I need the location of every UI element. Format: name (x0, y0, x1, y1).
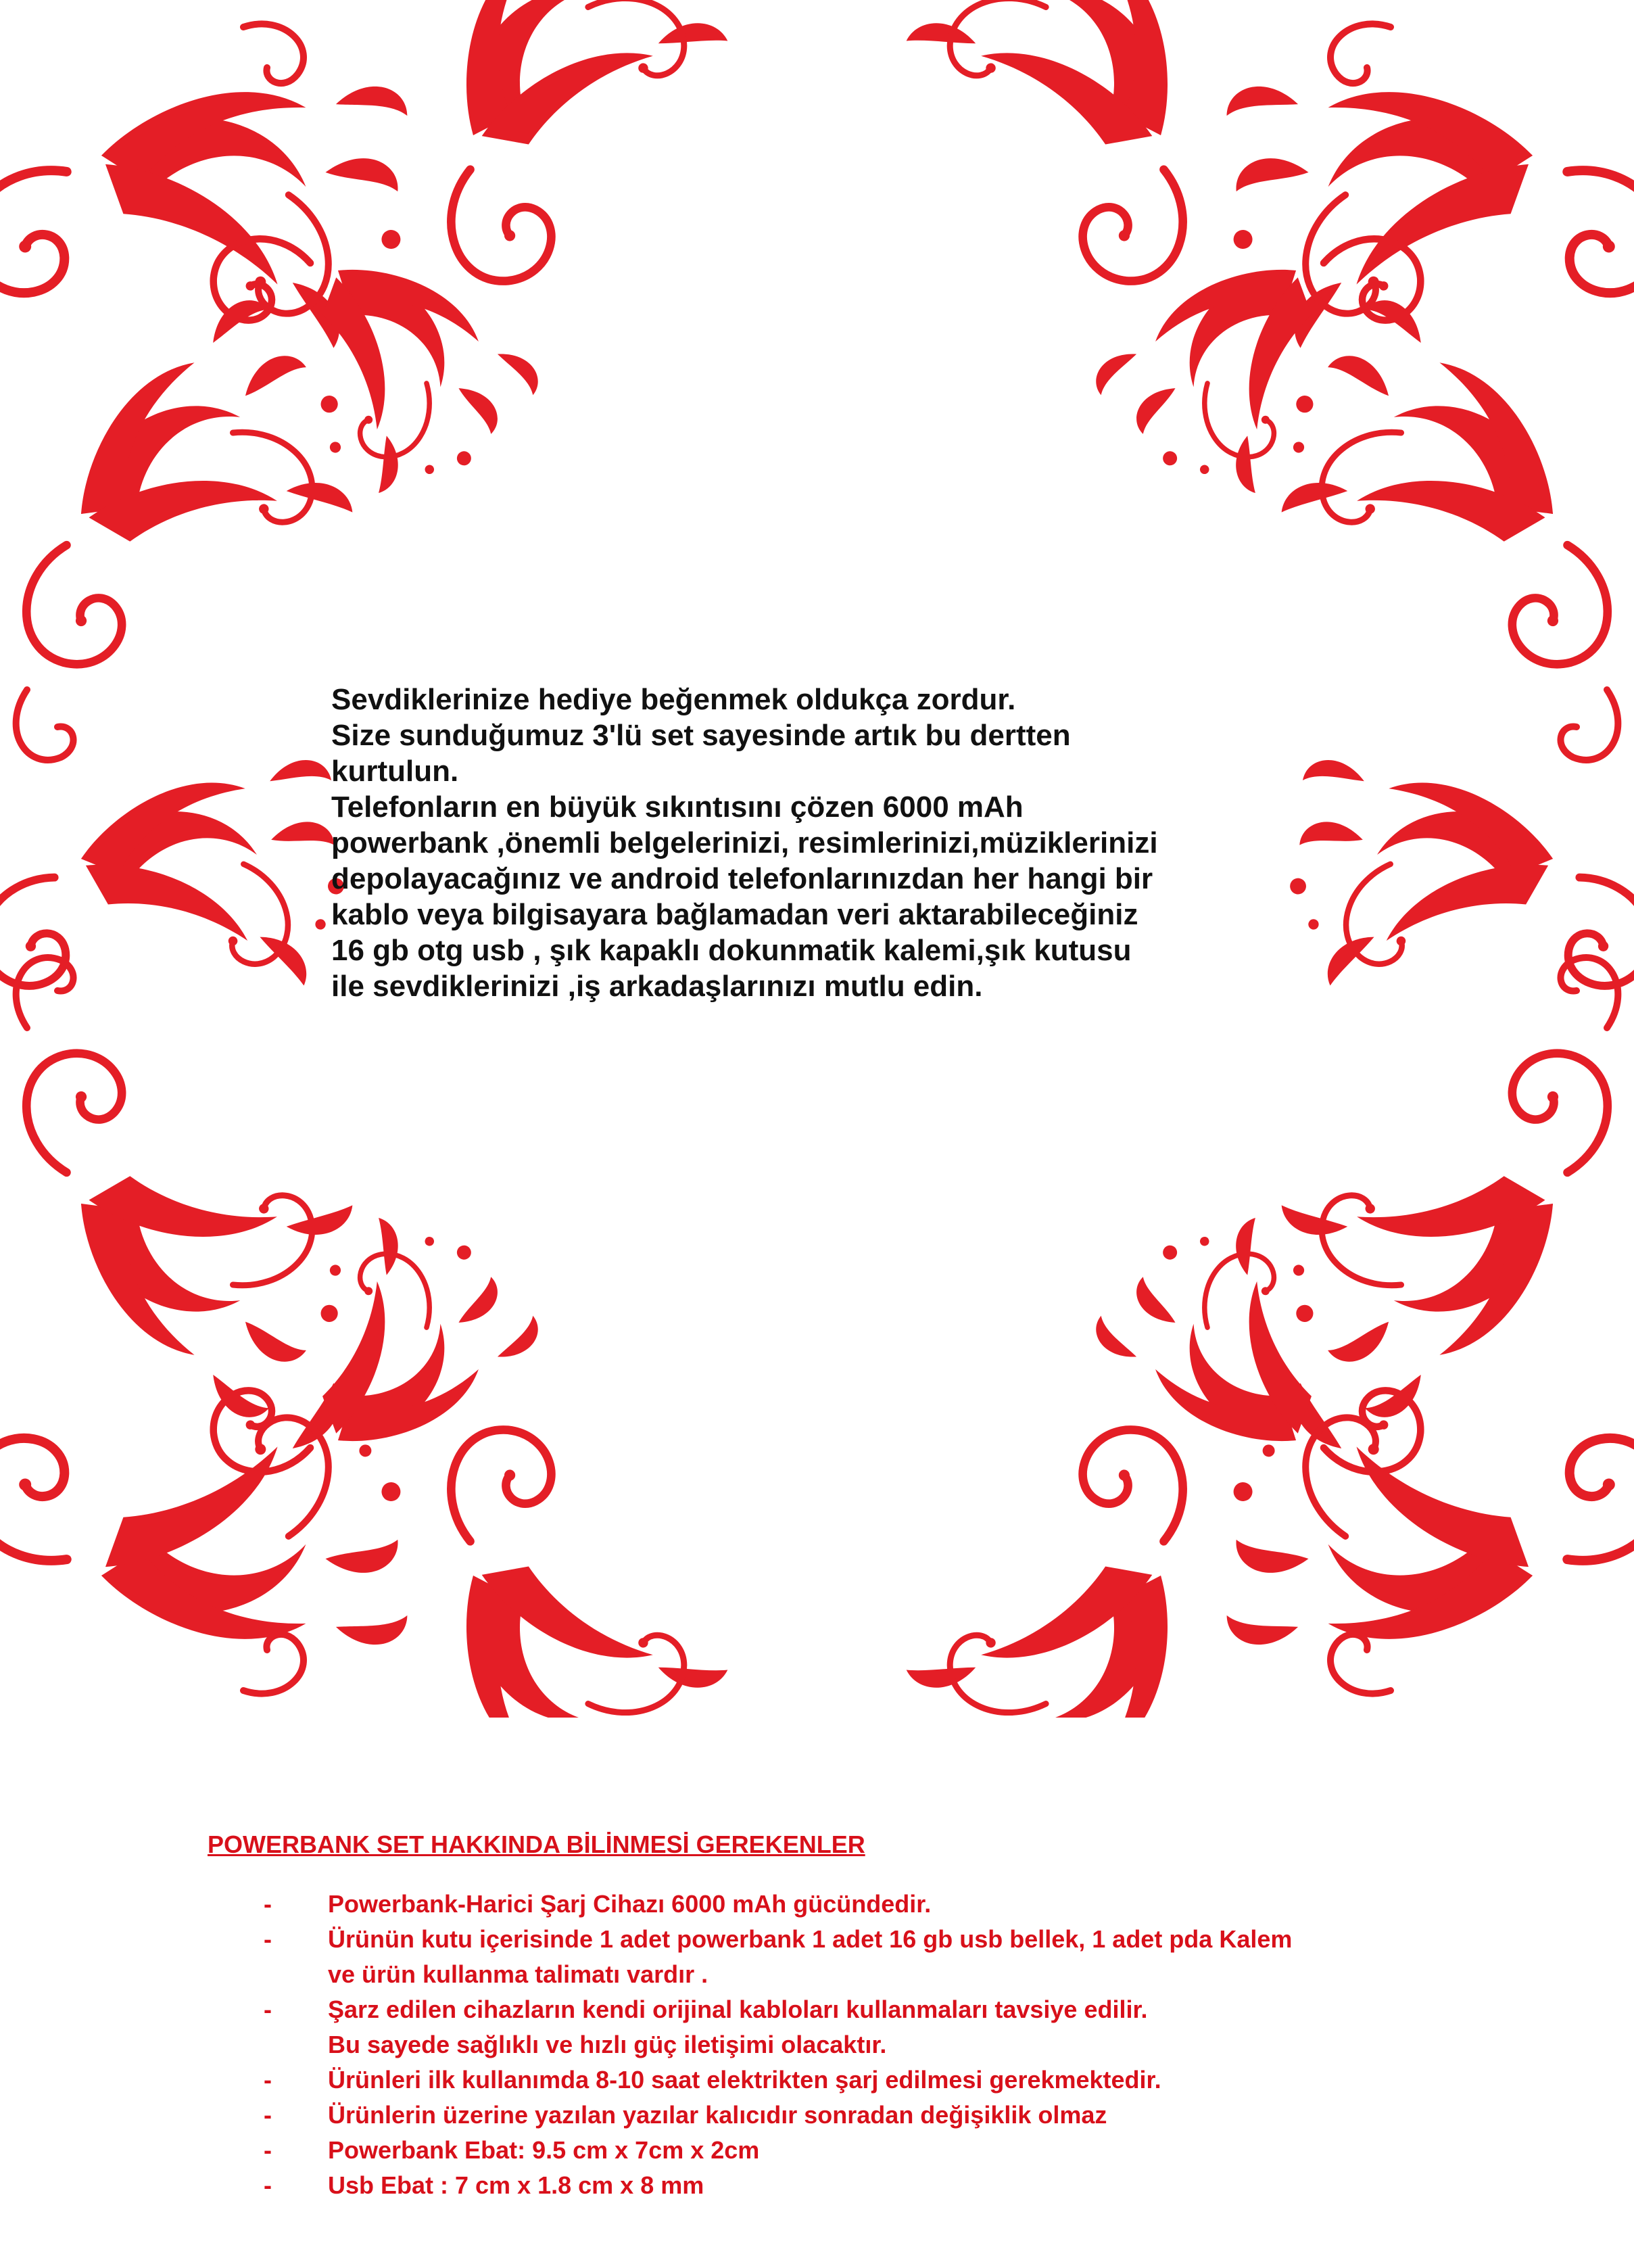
intro-line: 16 gb otg usb , şık kapaklı dokunmatik kalemi,şık kutusu (331, 934, 1132, 967)
notes-list-item (264, 1992, 1582, 2062)
intro-line: Sevdiklerinize hediye beğenmek oldukça zordur. (331, 683, 1016, 716)
notes-list-item (264, 2098, 1582, 2133)
notes-list-item (264, 1922, 1582, 1992)
notes-item-line: - Ürünleri ilk kullanımda 8-10 saat elektrikten şarj edilmesi gerekmektedir. (328, 2066, 1161, 2094)
notes-item-line: - Powerbank Ebat: 9.5 cm x 7cm x 2cm (328, 2136, 760, 2164)
notes-item-line: ve ürün kullanma talimatı vardır . (328, 1960, 708, 1988)
intro-line: ile sevdiklerinizi ,iş arkadaşlarınızı mutlu edin. (331, 970, 983, 1003)
notes-item-line: - Usb Ebat : 7 cm x 1.8 cm x 8 mm (328, 2171, 704, 2199)
intro-text (331, 682, 1386, 1004)
notes-item-line: - Ürünlerin üzerine yazılan yazılar kalıcıdır sonradan değişiklik olmaz (328, 2101, 1107, 2129)
intro-line: powerbank ,önemli belgelerinizi, resimlerinizi,müziklerinizi (331, 826, 1158, 859)
notes-item-line: - Powerbank-Harici Şarj Cihazı 6000 mAh gücündedir. (328, 1890, 932, 1918)
intro-line: kablo veya bilgisayara bağlamadan veri aktarabileceğiniz (331, 898, 1138, 931)
notes-list-item (264, 2168, 1582, 2203)
notes-list-item (264, 1887, 1582, 1922)
notes-list-item (264, 2133, 1582, 2168)
notes-item-line: - Ürünün kutu içerisinde 1 adet powerbank 1 adet 16 gb usb bellek, 1 adet pda Kalem (328, 1925, 1293, 1953)
notes-item-line: - Şarz edilen cihazların kendi orijinal kabloları kullanmaları tavsiye edilir. (328, 1995, 1148, 2023)
intro-line: Telefonların en büyük sıkıntısını çözen 6000 mAh (331, 790, 1024, 824)
notes-list (264, 1887, 1582, 2203)
notes-item-line: Bu sayede sağlıklı ve hızlı güç iletişimi olacaktır. (328, 2031, 887, 2058)
intro-line: depolayacağınız ve android telefonlarınızdan her hangi bir (331, 862, 1153, 895)
notes-list-item (264, 2062, 1582, 2098)
intro-line: Size sunduğumuz 3'lü set sayesinde artık bu dertten (331, 719, 1071, 752)
intro-line: kurtulun. (331, 755, 459, 788)
notes-heading: POWERBANK SET HAKKINDA BİLİNMESİ GEREKENLER (208, 1830, 865, 1858)
